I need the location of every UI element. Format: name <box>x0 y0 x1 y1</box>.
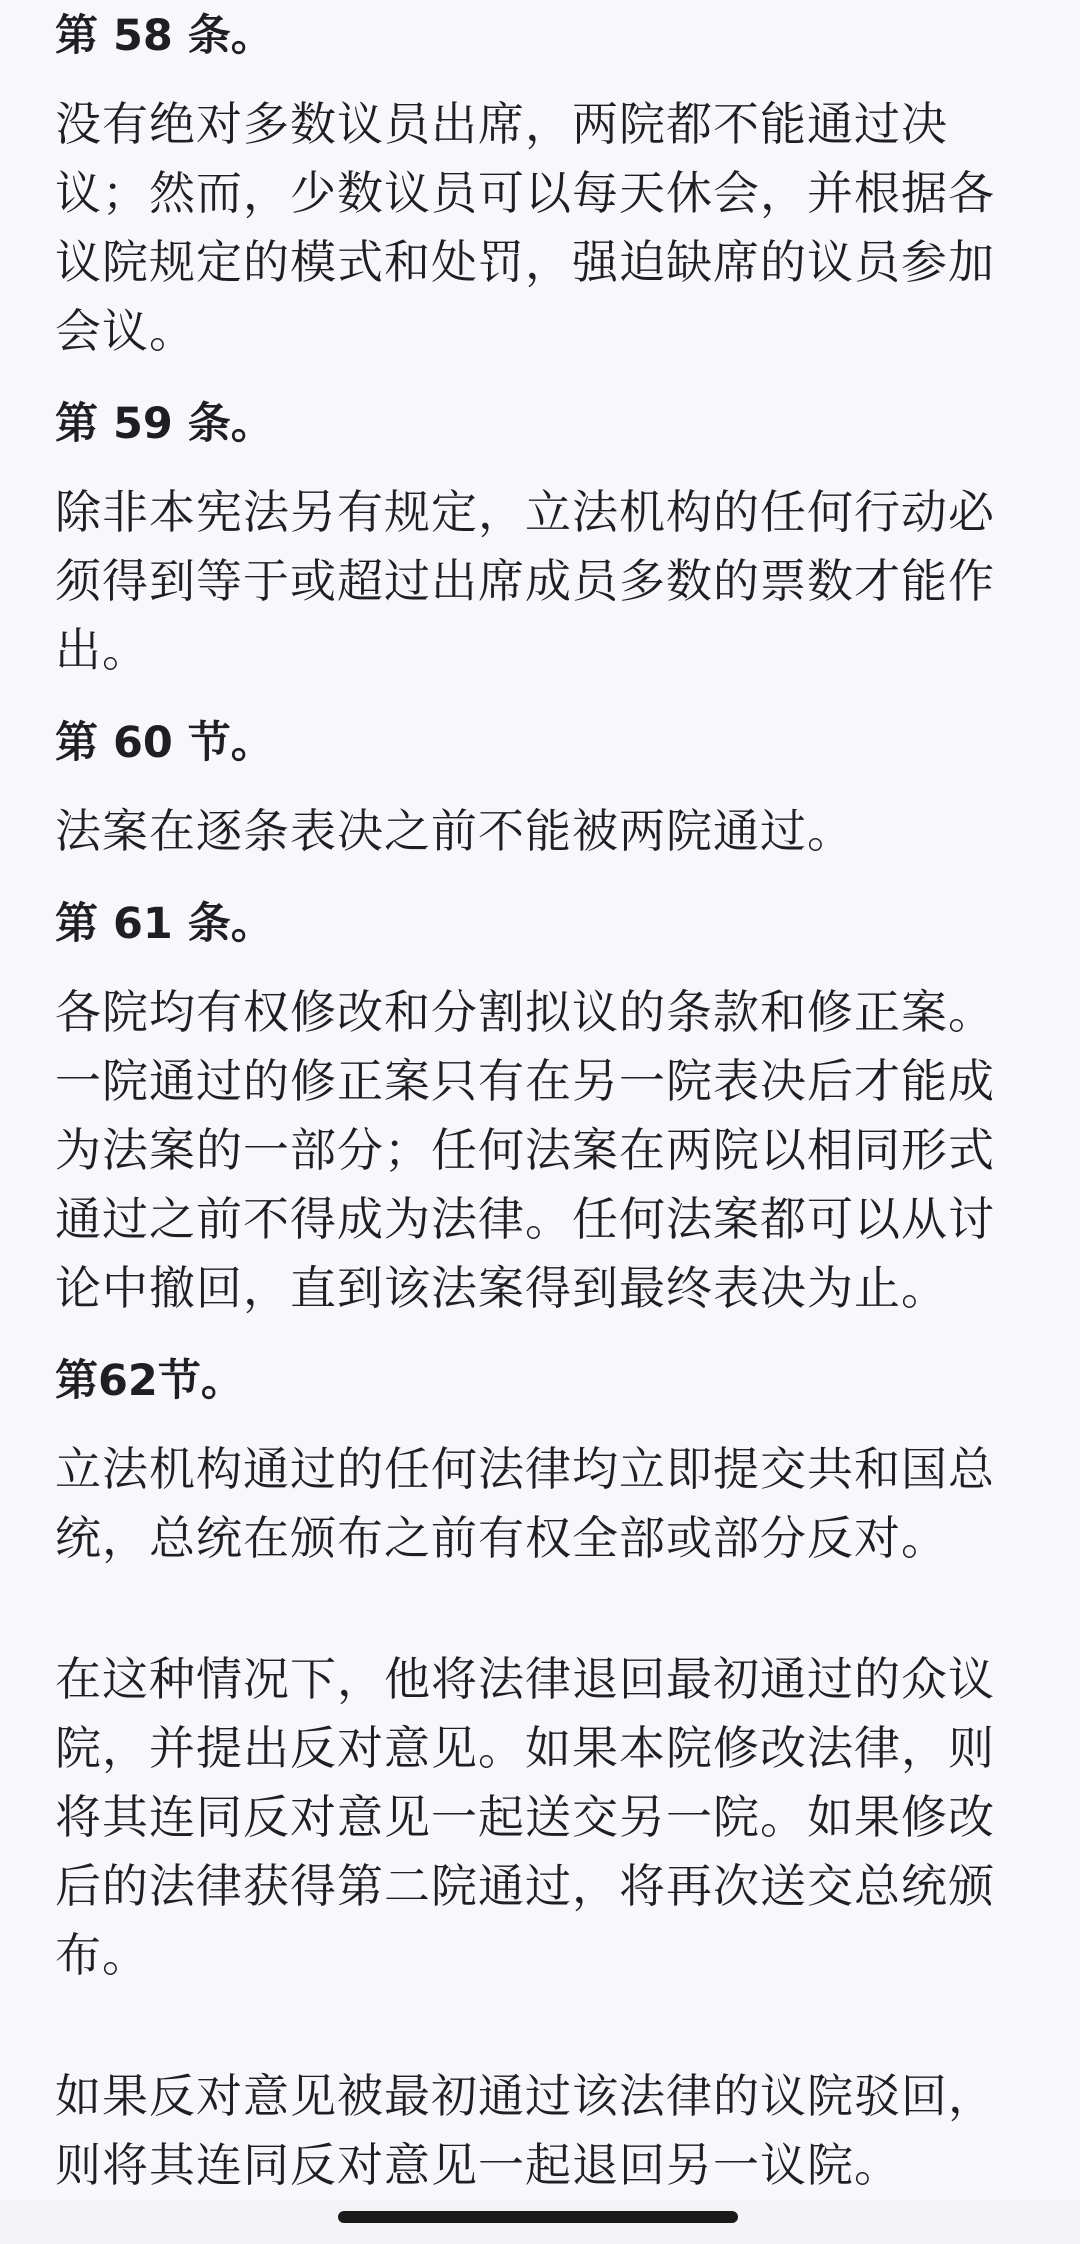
section-heading: 第 61 条。 <box>55 899 274 949</box>
section-60 <box>55 707 1025 866</box>
section-paragraph: 没有绝对多数议员出席，两院都不能通过决议；然而，少数议员可以每天休会，并根据各议院规定的模式和处罚，强迫缺席的议员参加会议。 <box>55 97 995 358</box>
section-paragraph: 各院均有权修改和分割拟议的条款和修正案。一院通过的修正案只有在另一院表决后才能成为法案的一部分；任何法案在两院以相同形式通过之前不得成为法律。任何法案都可以从讨论中撤回，直到该法案得到最终表决为止。 <box>55 985 995 1315</box>
section-paragraph: 在这种情况下，他将法律退回最初通过的众议院，并提出反对意见。如果本院修改法律，则将其连同反对意见一起送交另一院。如果修改后的法律获得第二院通过，将再次送交总统颁布。 <box>55 1652 995 1982</box>
section-paragraph: 立法机构通过的任何法律均立即提交共和国总统，总统在颁布之前有权全部或部分反对。 <box>55 1442 995 1565</box>
section-62 <box>55 1345 1025 2200</box>
section-heading: 第62节。 <box>55 1356 244 1406</box>
home-indicator[interactable] <box>338 2211 738 2223</box>
section-59 <box>55 388 1025 685</box>
section-paragraph: 如果反对意见被最初通过该法律的议院驳回，则将其连同反对意见一起退回另一议院。 <box>55 2069 995 2192</box>
section-heading: 第 58 条。 <box>55 11 274 61</box>
section-58 <box>55 0 1025 366</box>
section-paragraph: 法案在逐条表决之前不能被两院通过。 <box>55 804 854 858</box>
section-61 <box>55 888 1025 1323</box>
section-heading: 第 60 节。 <box>55 718 274 768</box>
paragraph-spacer <box>55 2012 1025 2062</box>
paragraph-spacer <box>55 1595 1025 1645</box>
article-content <box>55 0 1025 2222</box>
section-heading: 第 59 条。 <box>55 399 274 449</box>
section-paragraph: 除非本宪法另有规定，立法机构的任何行动必须得到等于或超过出席成员多数的票数才能作出。 <box>55 485 995 677</box>
